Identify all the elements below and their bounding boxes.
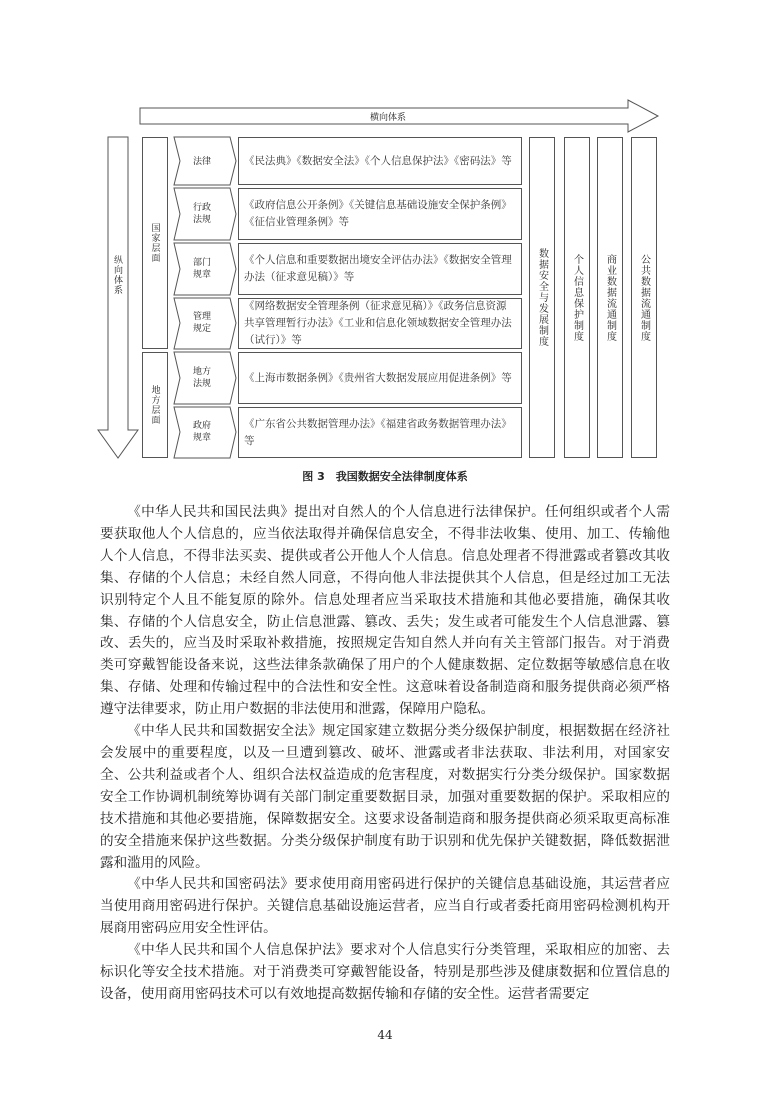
- law-box-mgmt-rule: 《网络数据安全管理条例（征求意见稿）》《政务信息资源共享管理暂行办法》《工业和信息化领域数据安全管理办法（试行）》等: [238, 298, 522, 349]
- vertical-label: 纵向体系: [112, 255, 122, 295]
- column-public-data: [631, 137, 657, 458]
- figure-caption: 图 3 我国数据安全法律制度体系: [302, 470, 468, 483]
- law-box-local-law: 《上海市数据条例》《贵州省大数据发展应用促进条例》等: [238, 352, 522, 404]
- law-box-dept-rule: 《个人信息和重要数据出境安全评估办法》《数据安全管理办法（征求意见稿）》等: [238, 243, 522, 295]
- category-label-law: 法律: [192, 157, 211, 167]
- horizontal-label: 横向体系: [370, 113, 407, 123]
- vertical-arrow: [98, 137, 138, 458]
- category-label-mgmt-rule: 管理规定: [192, 312, 211, 334]
- category-label-gov-rule: 政府规章: [192, 421, 211, 443]
- category-label-dept-rule: 部门规章: [192, 258, 211, 280]
- category-label-local-law: 地方法规: [192, 367, 211, 389]
- law-box-law: 《民法典》《数据安全法》《个人信息保护法》《密码法》等: [238, 137, 522, 185]
- national-level-box: [142, 137, 168, 349]
- national-level-label: 国家层面: [149, 223, 160, 263]
- column-label-personal-info: 个人信息保护制度: [571, 253, 583, 342]
- law-box-admin-regulation: 《政府信息公开条例》《关键信息基础设施安全保护条例》《征信业管理条例》等: [238, 188, 522, 240]
- paragraph: 《中华人民共和国民法典》提出对自然人的个人信息进行法律保护。任何组织或者个人需要获取他人个人信息的，应当依法取得并确保信息安全，不得非法收集、使用、加工、传输他人个人信息，不得非法买卖、提供或者公开他人个人信息。信息处理者不得泄露或者篡改其收集、存储的个人信息；未经自然人同意，不得向他人非法提供其个人信息，但是经过加工无法识别特定个人且不能复原的除外。信息处理者应当采取技术措施和其他必要措施，确保其收集、存储的个人信息安全，防止信息泄露、篡改、丢失；发生或者可能发生个人信息泄露、篡改、丢失的，应当及时采取补救措施，按照规定告知自然人并向有关主管部门报告。对于消费类可穿戴智能设备来说，这些法律条款确保了用户的个人健康数据、定位数据等敏感信息在收集、存储、处理和传输过程中的合法性和安全性。这意味着设备制造商和服务提供商必须严格遵守法律要求，防止用户数据的非法使用和泄露，保障用户隐私。: [100, 504, 670, 718]
- page-number: 44: [377, 1028, 393, 1042]
- column-commercial-data: [597, 137, 623, 458]
- paragraph: 《中华人民共和国个人信息保护法》要求对个人信息实行分类管理，采取相应的加密、去标识化等安全技术措施。对于消费类可穿戴智能设备，特别是那些涉及健康数据和位置信息的设备，使用商用密码技术可以有效地提高数据传输和存储的安全性。运营者需要定: [100, 942, 670, 1002]
- paragraph: 《中华人民共和国密码法》要求使用商用密码进行保护的关键信息基础设施，其运营者应当使用商用密码进行保护。关键信息基础设施运营者，应当自行或者委托商用密码检测机构开展商用密码应用安全性评估。: [100, 876, 670, 937]
- column-personal-info: [564, 137, 590, 458]
- column-label-public-data: 公共数据流通制度: [638, 253, 650, 342]
- legal-system-diagram: [0, 0, 770, 470]
- column-data-security: [529, 137, 555, 458]
- body-text: [100, 502, 670, 1006]
- local-level-label: 地方层面: [149, 385, 160, 425]
- local-level-box: [142, 352, 168, 458]
- paragraph: 《中华人民共和国数据安全法》规定国家建立数据分类分级保护制度，根据数据在经济社会发展中的重要程度，以及一旦遭到篡改、破坏、泄露或者非法获取、非法利用，对国家安全、公共利益或者个人、组织合法权益造成的危害程度，对数据实行分类分级保护。国家数据安全工作协调机制统筹协调有关部门制定重要数据目录，加强对重要数据的保护。采取相应的技术措施和其他必要措施，保障数据安全。这要求设备制造商和服务提供商必须采取更高标准的安全措施来保护这些数据。分类分级保护制度有助于识别和优先保护关键数据，降低数据泄露和滥用的风险。: [100, 723, 670, 871]
- law-box-gov-rule: 《广东省公共数据管理办法》《福建省政务数据管理办法》等: [238, 407, 522, 458]
- column-label-data-security: 数据安全与发展制度: [536, 248, 548, 347]
- chevron-shapes: [174, 137, 236, 458]
- category-label-admin-regulation: 行政法规: [192, 203, 211, 225]
- column-label-commercial-data: 商业数据流通制度: [604, 253, 616, 342]
